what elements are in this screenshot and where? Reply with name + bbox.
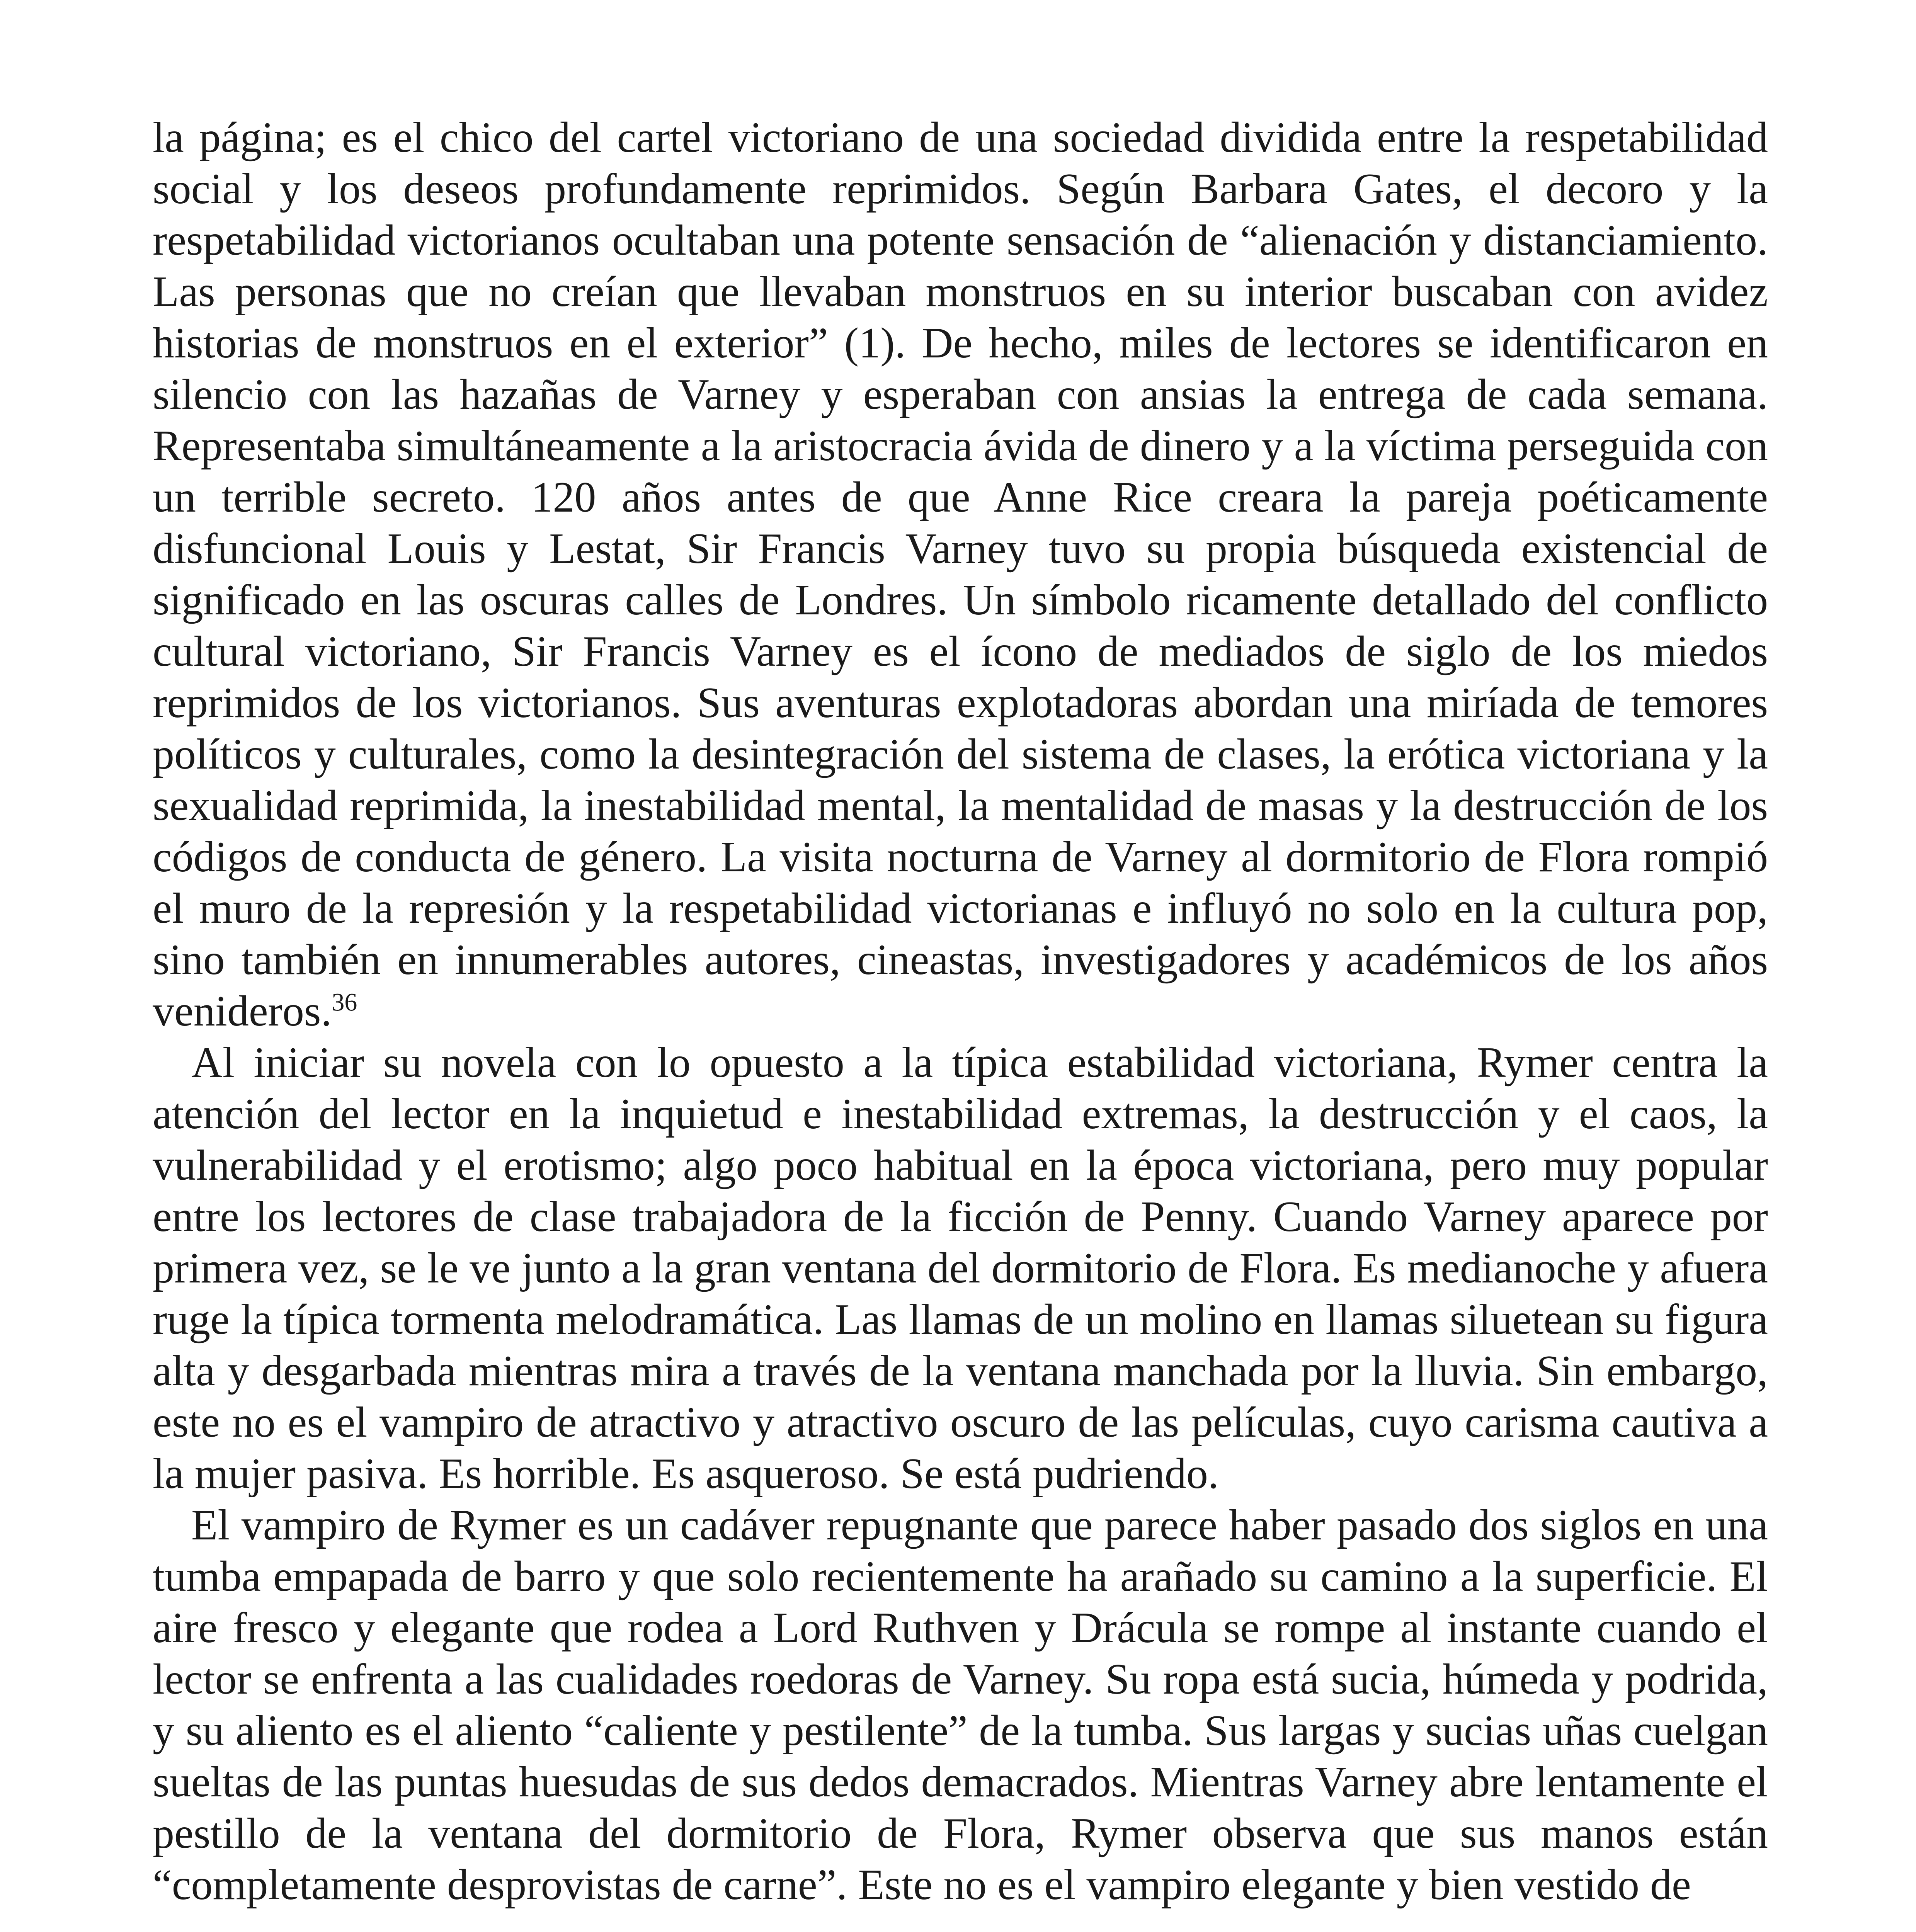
paragraph-3: El vampiro de Rymer es un cadáver repugnante que parece haber pasado dos siglos en una tumba empapada de barro y que solo recientemente ha arañado su camino a la superficie. El aire fresco y elegante que rodea a Lord Ruthven y Drácula se rompe al instante cuando el lector se enfrenta a las cualidades roedoras de Varney. Su ropa está sucia, húmeda y podrida, y su aliento es el aliento “caliente y pestilente” de la tumba. Sus largas y sucias uñas cuelgan sueltas de las puntas huesudas de sus dedos demacrados. Mientras Varney abre lentamente el pestillo de la ventana del dormitorio de Flora, Rymer observa que sus manos están “completamente desprovistas de carne”. Este no es el vampiro elegante y bien vestido de: [153, 1501, 1768, 1909]
footnote-ref-36: 36: [332, 988, 357, 1017]
paragraph-1: [153, 112, 1768, 1037]
paragraph-1-text: la página; es el chico del cartel victoriano de una sociedad dividida entre la respetabilidad social y los deseos profundamente reprimidos. Según Barbara Gates, el decoro y la respetabilidad victorianos ocultaban una potente sensación de “alienación y distanciamiento. Las personas que no creían que llevaban monstruos en su interior buscaban con avidez historias de monstruos en el exterior” (1). De hecho, miles de lectores se identificaron en silencio con las hazañas de Varney y esperaban con ansias la entrega de cada semana. Representaba simultáneamente a la aristocracia ávida de dinero y a la víctima perseguida con un terrible secreto. 120 años antes de que Anne Rice creara la pareja poéticamente disfuncional Louis y Lestat, Sir Francis Varney tuvo su propia búsqueda existencial de significado en las oscuras calles de Londres. Un símbolo ricamente detallado del conflicto cultural victoriano, Sir Francis Varney es el ícono de mediados de siglo de los miedos reprimidos de los victorianos. Sus aventuras explotadoras abordan una miríada de temores políticos y culturales, como la desintegración del sistema de clases, la erótica victoriana y la sexualidad reprimida, la inestabilidad mental, la mentalidad de masas y la destrucción de los códigos de conducta de género. La visita nocturna de Varney al dormitorio de Flora rompió el muro de la represión y la respetabilidad victorianas e influyó no solo en la cultura pop, sino también en innumerables autores, cineastas, investigadores y académicos de los años venideros.: [153, 114, 1768, 1035]
paragraph-2: Al iniciar su novela con lo opuesto a la típica estabilidad victoriana, Rymer centra la atención del lector en la inquietud e inestabilidad extremas, la destrucción y el caos, la vulnerabilidad y el erotismo; algo poco habitual en la época victoriana, pero muy popular entre los lectores de clase trabajadora de la ficción de Penny. Cuando Varney aparece por primera vez, se le ve junto a la gran ventana del dormitorio de Flora. Es medianoche y afuera ruge la típica tormenta melodramática. Las llamas de un molino en llamas siluetean su figura alta y desgarbada mientras mira a través de la ventana manchada por la lluvia. Sin embargo, este no es el vampiro de atractivo y atractivo oscuro de las películas, cuyo carisma cautiva a la mujer pasiva. Es horrible. Es asqueroso. Se está pudriendo.: [153, 1039, 1768, 1498]
body-text: [153, 112, 1768, 1911]
